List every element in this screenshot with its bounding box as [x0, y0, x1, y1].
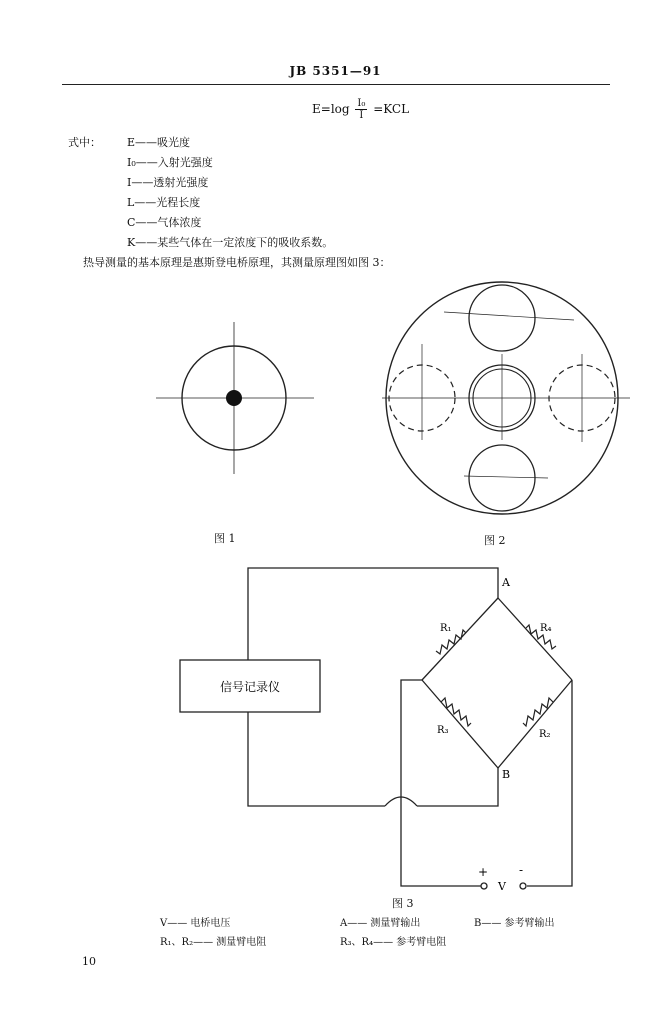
arm-r4: [498, 598, 572, 680]
minus-terminal: [520, 883, 526, 889]
definition-i0: I₀——入射光强度: [127, 156, 213, 169]
r4-label: R₄: [540, 623, 552, 634]
wire-right-to-minus: [527, 680, 572, 886]
principle-paragraph: 热导测量的基本原理是惠斯登电桥原理，其测量原理图如图 3：: [83, 256, 391, 269]
definition-e: E——吸光度: [127, 136, 191, 149]
legend-r34: R₃、R₄—— 参考臂电阻: [340, 937, 447, 948]
arm-r3: [422, 680, 498, 768]
r2-label: R₂: [539, 729, 551, 740]
resistor-r3: [441, 698, 471, 726]
figure-3-caption: 图 3: [392, 897, 414, 910]
figure-1-caption: 图 1: [214, 532, 236, 545]
definition-c: C——气体浓度: [127, 216, 202, 229]
legend-a: A—— 测量臂输出: [340, 918, 421, 929]
legend-r12: R₁、R₂—— 测量臂电阻: [160, 937, 267, 948]
minus-label: -: [519, 863, 524, 877]
formula-denominator: I: [359, 110, 364, 121]
node-a-label: A: [502, 576, 510, 589]
arm-r1: [422, 598, 498, 680]
page-number: 10: [82, 955, 96, 968]
wire-recorder-bottom: [248, 712, 385, 806]
voltage-label: V: [498, 880, 506, 893]
r3-label: R₃: [437, 725, 449, 736]
arm-r2: [498, 680, 572, 768]
formula-lhs: E=log: [312, 102, 350, 116]
plus-label: +: [478, 865, 489, 879]
signal-recorder-label: 信号记录仪: [219, 680, 281, 694]
wire-left-to-plus: [401, 680, 481, 886]
wire-to-node-b: [417, 768, 498, 806]
wire-recorder-to-a: [248, 568, 498, 660]
plus-terminal: [481, 883, 487, 889]
formula-numerator: I₀: [357, 98, 366, 109]
definition-i: I——透射光强度: [127, 176, 209, 189]
node-b-label: B: [502, 768, 511, 781]
where-label: 式中：: [68, 136, 101, 149]
formula-rhs: =KCL: [373, 102, 410, 116]
legend-v: V—— 电桥电压: [160, 918, 231, 929]
definition-k: K——某些气体在一定浓度下的吸收系数。: [127, 236, 334, 249]
figure-2-caption: 图 2: [484, 534, 506, 547]
definition-l: L——光程长度: [127, 196, 201, 209]
resistor-r2: [523, 698, 553, 726]
standard-header: JB 5351—91: [289, 64, 382, 78]
r1-label: R₁: [440, 623, 452, 634]
legend-b: B—— 参考臂输出: [474, 918, 555, 929]
